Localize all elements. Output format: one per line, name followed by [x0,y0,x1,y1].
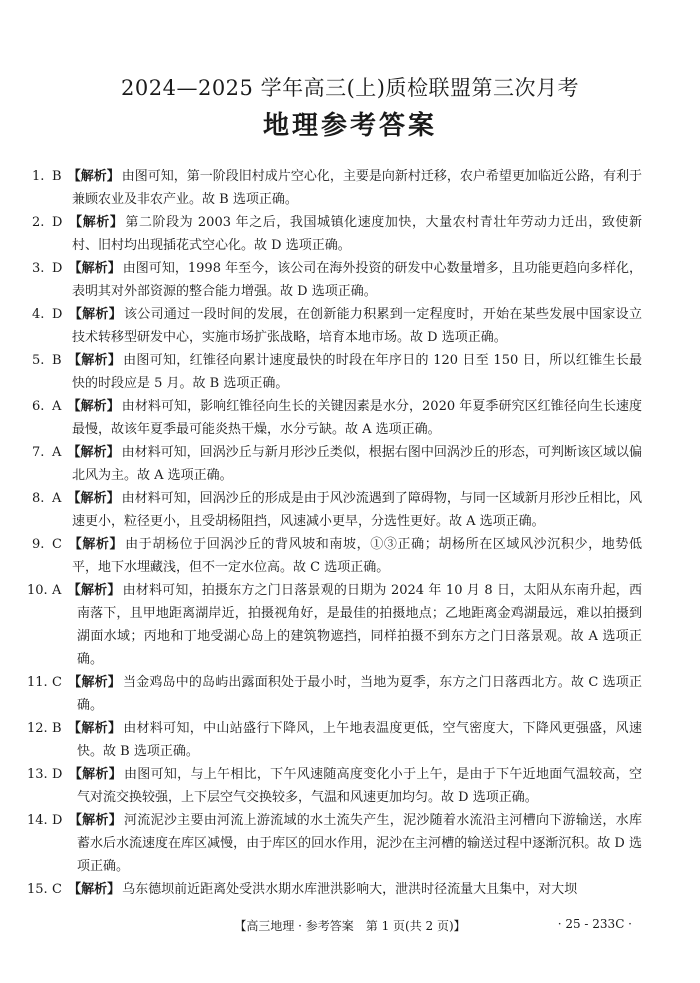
analysis-text: 由图可知，第一阶段旧村成片空心化，主要是向新村迁移，农户希望更加临近公路，有利于兼顾农业及非农产业。故 B 选项正确。 [72,169,642,207]
analysis-marker: 【解析】 [68,261,121,276]
answer-item-14: 14. D 【解析】 河流泥沙主要由河流上游流域的水土流失产生，泥沙随着水流沿主河槽向下游输送，水库蓄水后水流速度在库区减慢，由于库区的回水作用，泥沙在主河槽的输送过程中逐渐沉积。故 D 选项正确。 [27,813,642,874]
analysis-text: 由材料可知，回涡沙丘的形成是由于风沙流遇到了障碍物，与同一区域新月形沙丘相比，风速更小，粒径更小，且受胡杨阻挡，风速减小更早，分选性更好。故 A 选项正确。 [72,491,642,529]
analysis-text: 该公司通过一段时间的发展，在创新能力积累到一定程度时，开始在某些发展中国家设立技术转移型研发中心，实施市场扩张战略，培育本地市场。故 D 选项正确。 [72,307,642,345]
analysis-text: 当金鸡岛中的岛屿出露面积处于最小时，当地为夏季，东方之门日落西北方。故 C 选项正确。 [77,675,642,713]
analysis-marker: 【解析】 [69,215,124,230]
answer-item-5: 5. B 【解析】 由图可知，红锥径向累计速度最快的时段在年序日的 120 日至 150 日，所以红锥生长最快的时段应是 5 月。故 B 选项正确。 [32,353,642,391]
analysis-marker: 【解析】 [67,491,120,506]
analysis-marker: 【解析】 [67,353,122,368]
answer-choice: A [52,399,62,414]
answer-item-7: 7. A 【解析】 由材料可知，回涡沙丘与新月形沙丘类似，根据右图中回涡沙丘的形态，可判断该区域以偏北风为主。故 A 选项正确。 [32,445,642,483]
answer-choice: A [52,445,62,460]
footer-page-info: 【高三地理 · 参考答案 第 1 页(共 2 页)】 [234,919,466,933]
answer-choice: D [52,215,63,230]
answer-item-8: 8. A 【解析】 由材料可知，回涡沙丘的形成是由于风沙流遇到了障碍物，与同一区域新月形沙丘相比，风速更小，粒径更小，且受胡杨阻挡，风速减小更早，分选性更好。故 A 选项正确。 [32,491,642,529]
analysis-text: 由材料可知，中山站盛行下降风，上午地表温度更低，空气密度大，下降风更强盛，风速快。故 B 选项正确。 [77,721,642,759]
analysis-text: 由材料可知，影响红锥径向生长的关键因素是水分，2020 年夏季研究区红锥径向生长速度最慢，故该年夏季最可能炎热干燥，水分亏缺。故 A 选项正确。 [72,399,642,437]
answer-choice: B [52,353,62,368]
answer-choice: C [52,675,62,690]
analysis-text: 乌东德坝前近距离处受洪水期水库泄洪影响大，泄洪时径流量大且集中，对大坝 [122,882,578,897]
page-title: 地理参考答案 [262,111,437,141]
analysis-text: 由于胡杨位于回涡沙丘的背风坡和南坡，①③正确；胡杨所在区域风沙沉积少，地势低平，地下水埋藏浅，但不一定水位高。故 C 选项正确。 [72,537,642,575]
exam-title: 2024—2025 学年高三(上)质检联盟第三次月考 [121,76,579,100]
page-footer [0,917,700,937]
answer-choice: C [52,882,62,897]
analysis-text: 由材料可知，拍摄东方之门日落景观的日期为 2024 年 10 月 8 日，太阳从东南升起，西南落下，且甲地距离湖岸近，拍摄视角好，是最佳的拍摄地点；乙地距离金鸡湖最远，难以拍摄到湖面水域；丙地和丁地受湖心岛上的建筑物遮挡，同样拍摄不到东方之门日落景观。故 A 选项正确。 [77,583,642,667]
footer-code: · 25 - 233C · [557,917,632,931]
answer-item-13: 13. D 【解析】 由图可知，与上午相比，下午风速随高度变化小于上午，是由于下午近地面气温较高，空气对流交换较强，上下层空气交换较多，气温和风速更加均匀。故 D 选项正确。 [27,767,642,805]
answer-item-6: 6. A 【解析】 由材料可知，影响红锥径向生长的关键因素是水分，2020 年夏季研究区红锥径向生长速度最慢，故该年夏季最可能炎热干燥，水分亏缺。故 A 选项正确。 [32,399,642,437]
analysis-marker: 【解析】 [67,399,120,414]
analysis-marker: 【解析】 [67,169,120,184]
answer-item-11: 11. C 【解析】 当金鸡岛中的岛屿出露面积处于最小时，当地为夏季，东方之门日落西北方。故 C 选项正确。 [27,675,642,713]
answer-item-4: 4. D 【解析】 该公司通过一段时间的发展，在创新能力积累到一定程度时，开始在某些发展中国家设立技术转移型研发中心，实施市场扩张战略，培育本地市场。故 D 选项正确。 [32,307,642,345]
analysis-text: 由图可知，与上午相比，下午风速随高度变化小于上午，是由于下午近地面气温较高，空气对流交换较强，上下层空气交换较多，气温和风速更加均匀。故 D 选项正确。 [77,767,642,805]
answer-list [27,165,642,901]
answer-choice: A [52,583,62,598]
analysis-text: 第二阶段为 2003 年之后，我国城镇化速度加快，大量农村青壮年劳动力迁出，致使新村、旧村均出现插花式空心化。故 D 选项正确。 [72,215,642,253]
answer-choice: A [52,491,62,506]
answer-choice: D [52,261,63,276]
analysis-marker: 【解析】 [67,583,121,598]
answer-choice: D [52,307,63,322]
answer-choice: D [52,813,63,828]
answer-item-15: 15. C 【解析】 乌东德坝前近距离处受洪水期水库泄洪影响大，泄洪时径流量大且集中，对大坝 [27,882,578,897]
analysis-marker: 【解析】 [68,537,124,552]
answer-item-1: 1. B 【解析】 由图可知，第一阶段旧村成片空心化，主要是向新村迁移，农户希望更加临近公路，有利于兼顾农业及非农产业。故 B 选项正确。 [32,169,642,207]
analysis-text: 河流泥沙主要由河流上游流域的水土流失产生，泥沙随着水流沿主河槽向下游输送，水库蓄水后水流速度在库区减慢，由于库区的回水作用，泥沙在主河槽的输送过程中逐渐沉积。故 D 选项正确。 [77,813,642,874]
analysis-marker: 【解析】 [68,767,123,782]
analysis-marker: 【解析】 [68,721,122,736]
answer-item-3: 3. D 【解析】 由图可知，1998 年至今，该公司在海外投资的研发中心数量增多，且功能更趋向多样化，表明其对外部资源的整合能力增强。故 D 选项正确。 [32,261,642,299]
answer-item-2: 2. D 【解析】 第二阶段为 2003 年之后，我国城镇化速度加快，大量农村青壮年劳动力迁出，致使新村、旧村均出现插花式空心化。故 D 选项正确。 [32,215,642,253]
analysis-marker: 【解析】 [68,813,123,828]
answer-choice: B [52,721,62,736]
analysis-text: 由图可知，红锥径向累计速度最快的时段在年序日的 120 日至 150 日，所以红锥生长最快的时段应是 5 月。故 B 选项正确。 [72,353,642,391]
analysis-text: 由图可知，1998 年至今，该公司在海外投资的研发中心数量增多，且功能更趋向多样化，表明其对外部资源的整合能力增强。故 D 选项正确。 [72,261,642,299]
analysis-marker: 【解析】 [68,307,123,322]
answer-item-12: 12. B 【解析】 由材料可知，中山站盛行下降风，上午地表温度更低，空气密度大，下降风更强盛，风速快。故 B 选项正确。 [27,721,642,759]
answer-choice: C [52,537,62,552]
analysis-text: 由材料可知，回涡沙丘与新月形沙丘类似，根据右图中回涡沙丘的形态，可判断该区域以偏北风为主。故 A 选项正确。 [72,445,642,483]
answer-item-10: 10. A 【解析】 由材料可知，拍摄东方之门日落景观的日期为 2024 年 10 月 8 日，太阳从东南升起，西南落下，且甲地距离湖岸近，拍摄视角好，是最佳的拍摄地点；乙地距离金鸡湖最远，难以拍摄到湖面水域；丙地和丁地受湖心岛上的建筑物遮挡，同样拍摄不到东方之门日落景观。故 A 选项正确。 [27,583,642,667]
answer-choice: B [52,169,62,184]
analysis-marker: 【解析】 [68,882,121,897]
analysis-marker: 【解析】 [67,445,120,460]
answer-choice: D [52,767,63,782]
analysis-marker: 【解析】 [68,675,121,690]
answer-item-9: 9. C 【解析】 由于胡杨位于回涡沙丘的背风坡和南坡，①③正确；胡杨所在区域风沙沉积少，地势低平，地下水埋藏浅，但不一定水位高。故 C 选项正确。 [32,537,642,575]
